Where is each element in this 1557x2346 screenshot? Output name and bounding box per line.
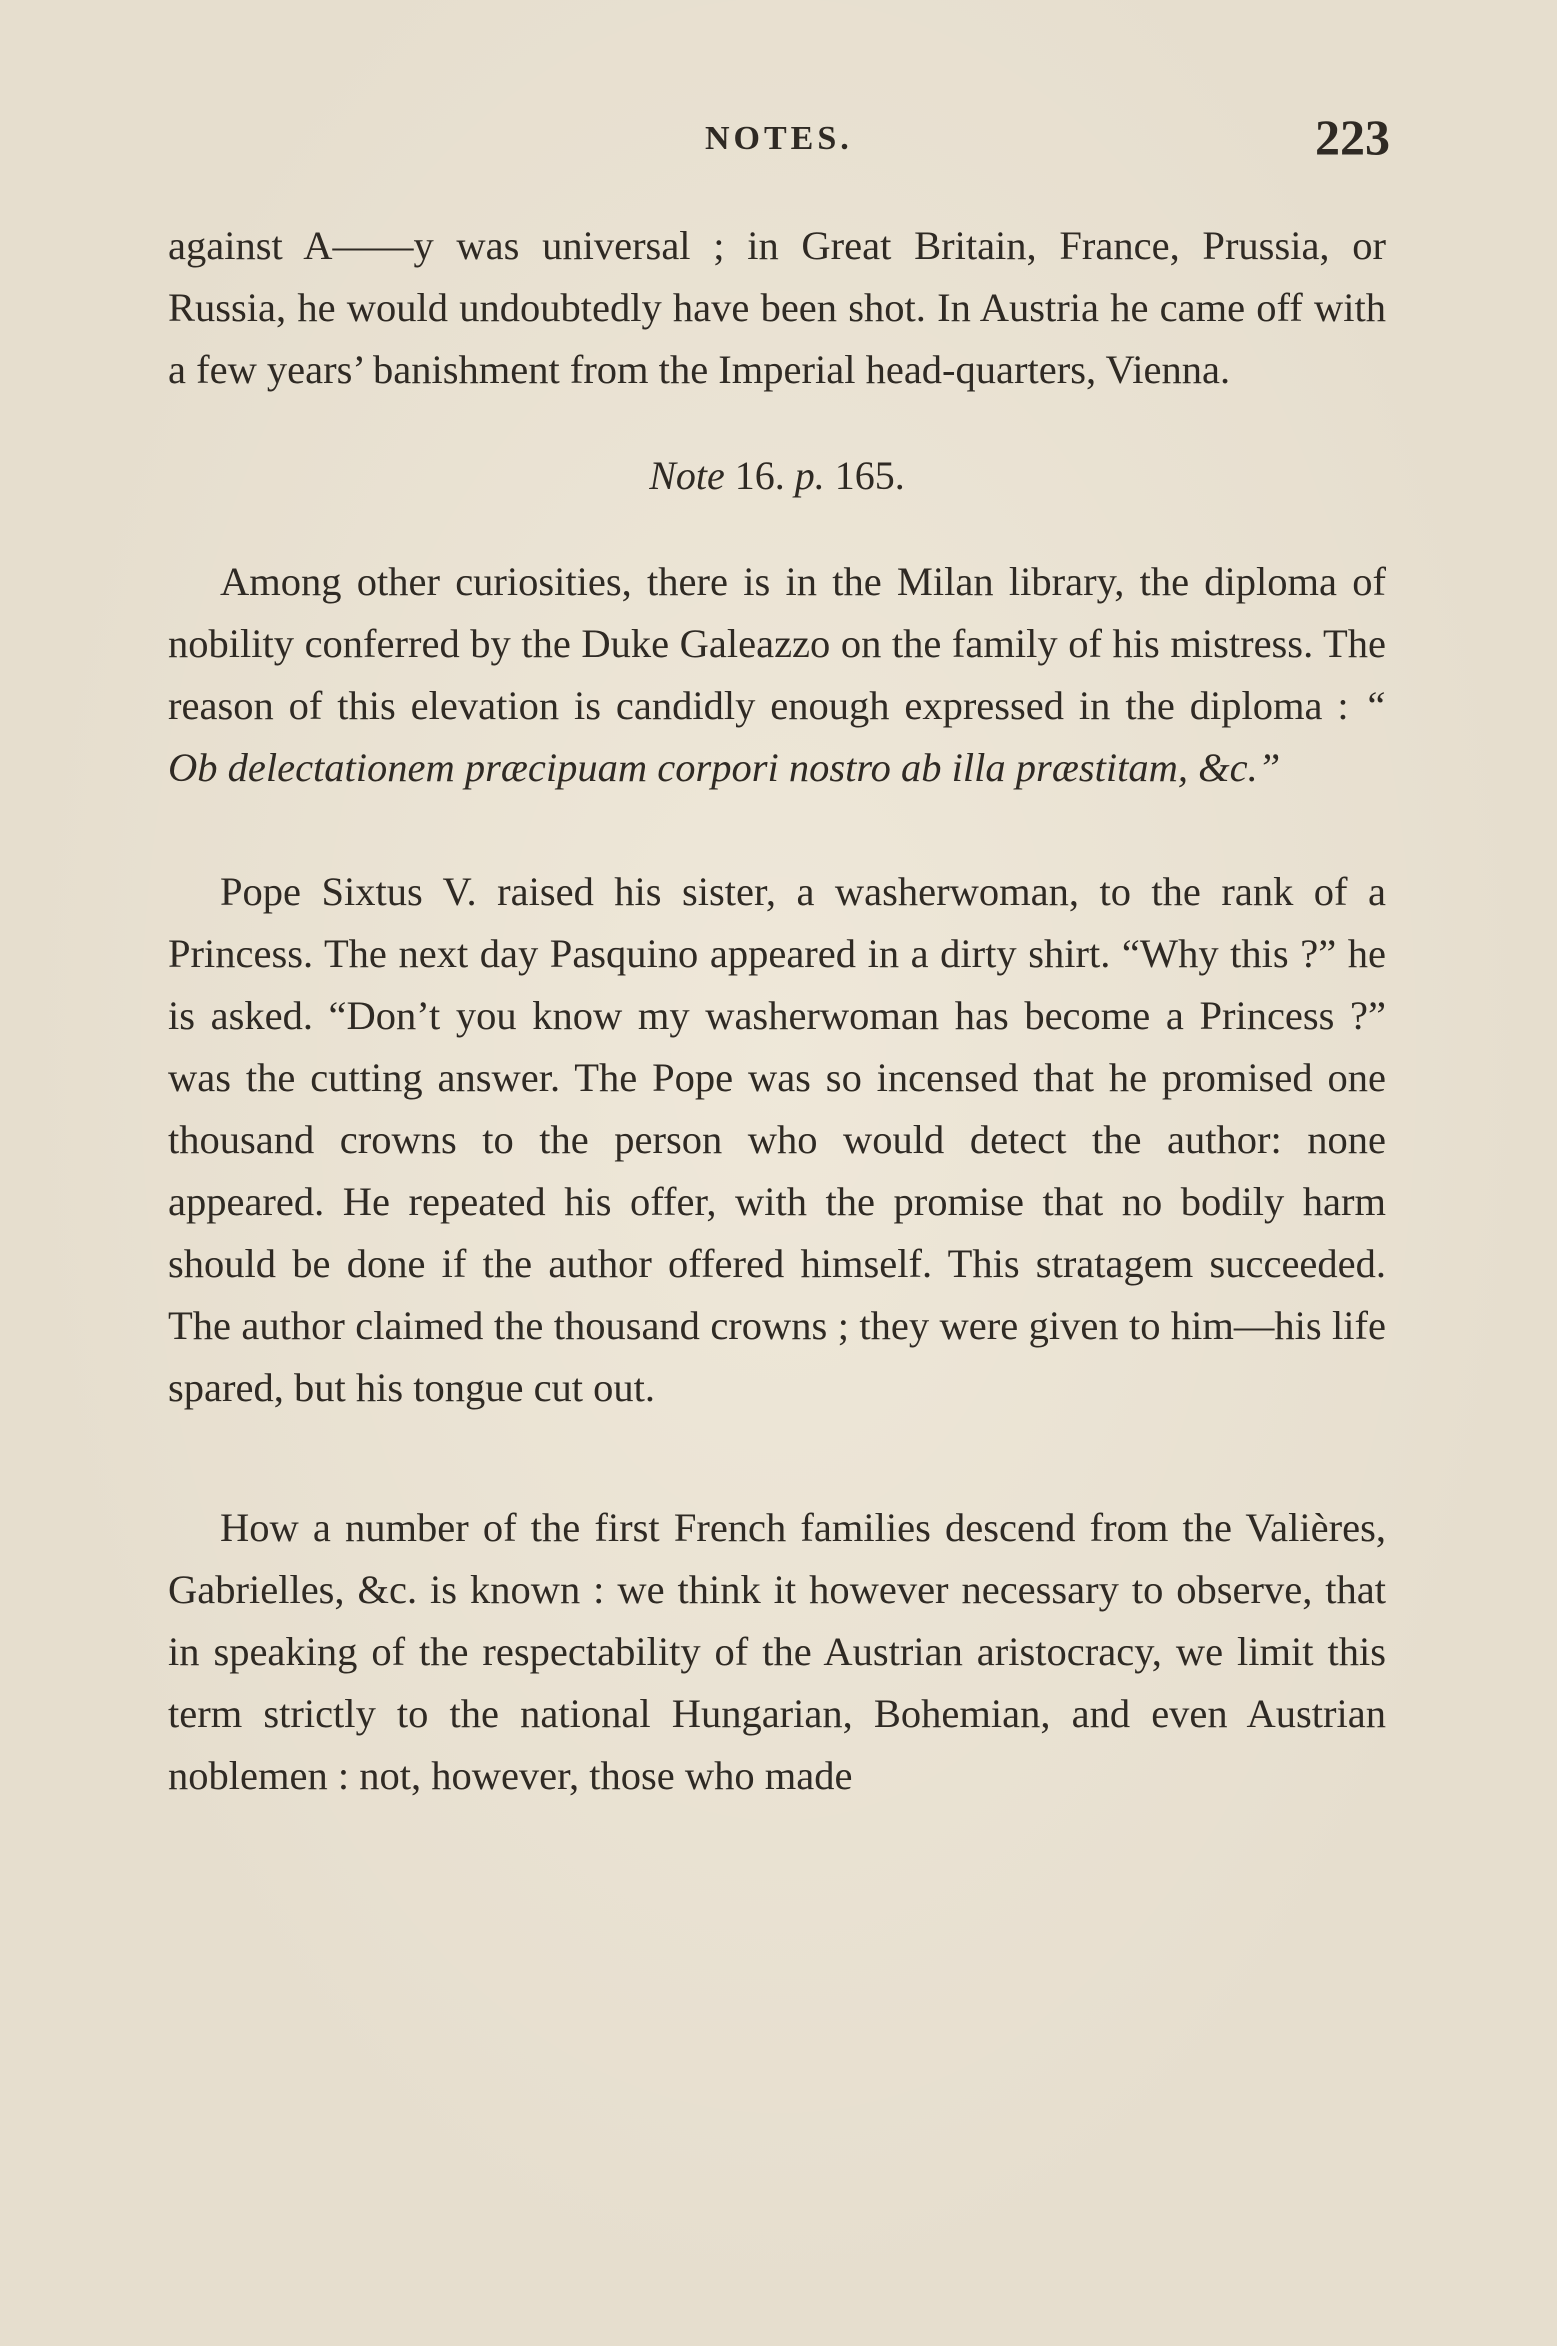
paragraph-spacer	[168, 799, 1386, 861]
note-heading-page-ref: 165.	[834, 453, 905, 498]
note-heading-number: 16.	[734, 453, 785, 498]
paragraph-pope-sixtus: Pope Sixtus V. raised his sister, a washerwoman, to the rank of a Princess. The next day Pasquino appeared in a dirty shirt. “Why this ?” he is asked. “Don’t you know my washerwoman has become a Princess ?” was the cutting answer. The Pope was so incensed that he promised one thousand crowns to the person who would detect the author: none appeared. He repeated his offer, with the promise that no bodily harm should be done if the author offered himself. This stratagem succeeded. The author claimed the thousand crowns ; they were given to him—his life spared, but his tongue cut out.	[168, 869, 1386, 1410]
paragraph-continuation: against A——y was universal ; in Great Britain, France, Prussia, or Russia, he would undoubtedly have been shot. In Austria he came off with a few years’ banishment from the Imperial head-quarters, Vienna.	[168, 223, 1386, 392]
paragraph-french-families: How a number of the first French families descend from the Valières, Gabrielles, &c. is known : we think it however necessary to observe, that in speaking of the respectability of the Austrian aristocracy, we limit this term strictly to the national Hungarian, Bohemian, and even Austrian noblemen : not, however, those who made	[168, 1505, 1386, 1798]
running-title: NOTES.	[705, 120, 853, 157]
page-number: 223	[1315, 109, 1390, 165]
note-heading-page-word: p.	[794, 453, 825, 498]
latin-quotation: “ Ob delectationem præcipuam corpori nostro ab illa præstitam, &c.”	[168, 683, 1387, 790]
note-heading	[168, 445, 1386, 507]
paragraph-milan-library-text: Among other curiosities, there is in the Milan library, the diploma of nobility conferred by the Duke Galeazzo on the family of his mistress. The reason of this elevation is candidly enough expressed in the diploma :	[168, 559, 1386, 728]
note-heading-word: Note	[649, 453, 725, 498]
paragraph-milan-library	[168, 551, 1386, 799]
body-text	[168, 215, 1386, 1807]
paragraph-spacer	[168, 1419, 1386, 1497]
running-head	[170, 108, 1390, 168]
